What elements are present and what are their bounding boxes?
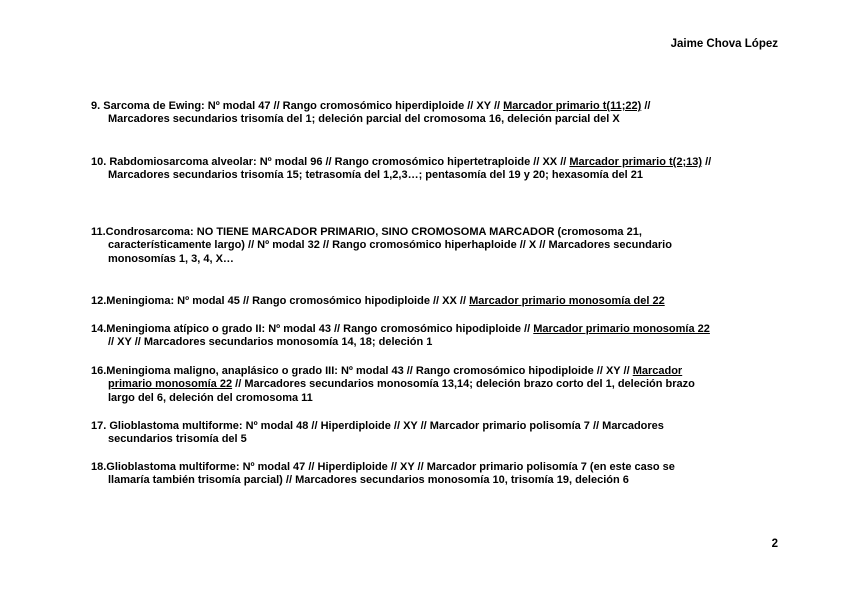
entry-line: 18.Glioblastoma multiforme: Nº modal 47 // Hiperdiploide // XY // Marcador primario polisomía 7 (en este caso se (91, 461, 675, 473)
entry-line: 10. Rabdomiosarcoma alveolar: Nº modal 96 // Rango cromosómico hipertetraploide // XX // Marcador primario t(2;13) // (91, 156, 712, 168)
list-item (91, 420, 791, 447)
underlined-marker: primario monosomía 22 (108, 378, 233, 391)
list-item (91, 365, 791, 405)
list-item (91, 226, 791, 266)
page-number: 2 (771, 538, 778, 550)
entry-line: 16.Meningioma maligno, anaplásico o grado III: Nº modal 43 // Rango cromosómico hipodiploide // XY // Marcador (91, 365, 683, 377)
list-item (91, 295, 791, 308)
list-item (91, 461, 791, 488)
underlined-marker: Marcador primario monosomía del 22 (469, 295, 665, 307)
underlined-marker: Marcador (632, 365, 683, 377)
page-header-author: Jaime Chova López (670, 38, 778, 50)
entry-line: secundarios trisomía del 5 (108, 433, 247, 446)
entry-line: 12.Meningioma: Nº modal 45 // Rango cromosómico hipodiploide // XX // Marcador primario monosomía del 22 (91, 295, 665, 307)
entry-line: característicamente largo) // Nº modal 32 // Rango cromosómico hiperhaploide // X // Marcadores secundario (108, 239, 672, 252)
list-item (91, 323, 791, 350)
list-item (91, 156, 791, 183)
entry-line: Marcadores secundarios trisomía 15; tetrasomía del 1,2,3…; pentasomía del 19 y 20; hexasomía del 21 (108, 169, 643, 182)
entry-line: 17. Glioblastoma multiforme: Nº modal 48 // Hiperdiploide // XY // Marcador primario polisomía 7 // Marcadores (91, 420, 664, 432)
entry-line: 11.Condrosarcoma: NO TIENE MARCADOR PRIMARIO, SINO CROMOSOMA MARCADOR (cromosoma 21, (91, 226, 642, 238)
underlined-marker: Marcador primario t(11;22) (503, 100, 642, 112)
entry-line: largo del 6, deleción del cromosoma 11 (108, 391, 313, 404)
entry-line: 9. Sarcoma de Ewing: Nº modal 47 // Rango cromosómico hiperdiploide // XY // Marcador primario t(11;22) // (91, 100, 651, 112)
list-item (91, 100, 791, 127)
underlined-marker: Marcador primario t(2;13) (569, 156, 703, 168)
entry-line: primario monosomía 22 // Marcadores secundarios monosomía 13,14; deleción brazo corto del 1, deleción brazo (108, 378, 695, 391)
underlined-marker: Marcador primario monosomía 22 (533, 323, 710, 335)
entry-line: llamaría también trisomía parcial) // Marcadores secundarios monosomía 10, trisomía 19, deleción 6 (108, 474, 629, 487)
entry-line: // XY // Marcadores secundarios monosomía 14, 18; deleción 1 (108, 336, 433, 349)
entry-line: Marcadores secundarios trisomía del 1; deleción parcial del cromosoma 16, deleción parcial del X (108, 113, 620, 126)
entry-line: 14.Meningioma atípico o grado II: Nº modal 43 // Rango cromosómico hipodiploide // Marcador primario monosomía 22 (91, 323, 710, 335)
entry-line: monosomías 1, 3, 4, X… (108, 252, 234, 265)
